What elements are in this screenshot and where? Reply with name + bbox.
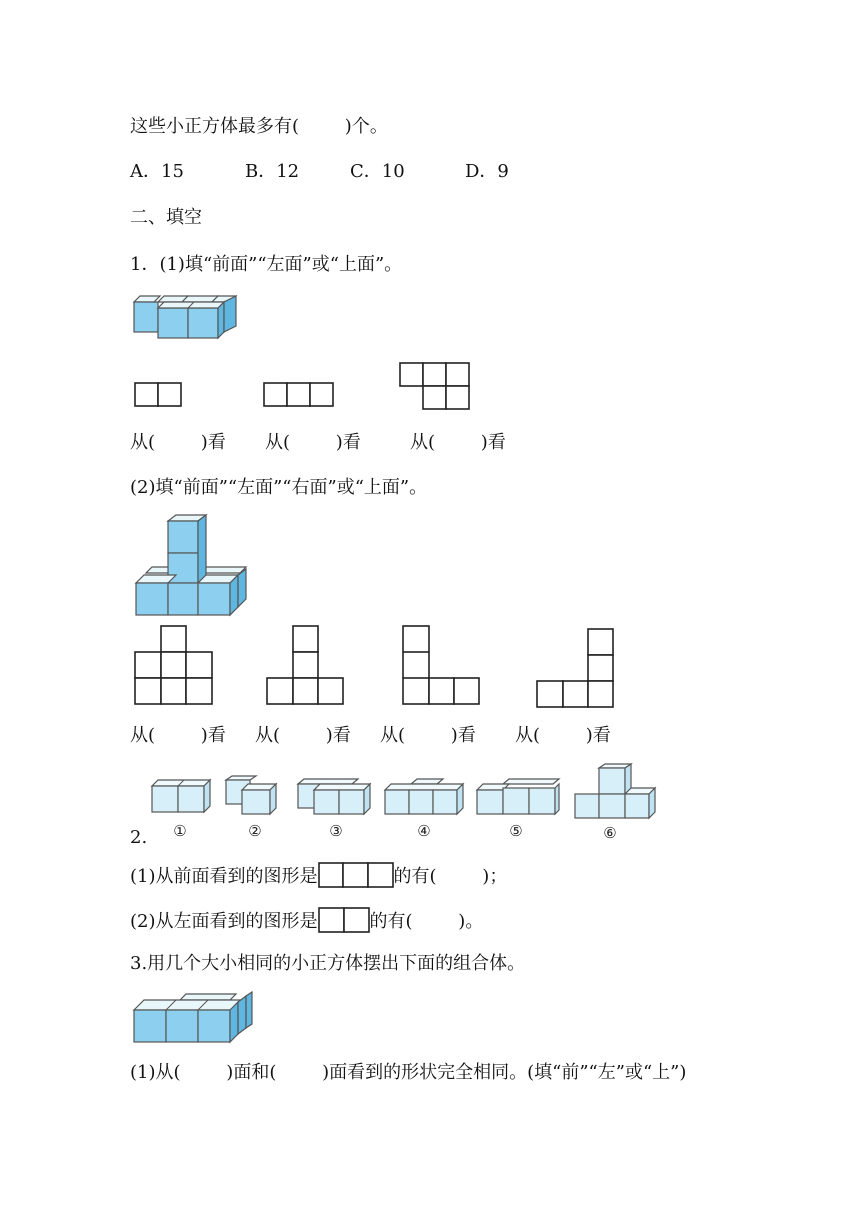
- option-d: D．9: [465, 161, 509, 182]
- q1-2-cube-figure: [132, 513, 250, 618]
- q2-figure-6: [573, 762, 657, 820]
- option-c: C．10: [350, 161, 405, 182]
- q2-figure-4: [381, 776, 465, 816]
- q2-label-2: ②: [248, 822, 262, 840]
- q2-figure-1: [148, 776, 213, 816]
- q1-2-prompt: (2)填“前面”“左面”“右面”或“上面”。: [130, 477, 428, 498]
- q1-1-view-3: [399, 362, 470, 410]
- q1-2-blank-3: 从( )看: [380, 725, 476, 746]
- q2-figure-5: [473, 776, 565, 816]
- q1-1-blank-3: 从( )看: [410, 432, 506, 453]
- q2-label-4: ④: [417, 822, 431, 840]
- q2-2-line: [130, 907, 483, 934]
- question-stem: 这些小正方体最多有( )个。: [130, 116, 388, 137]
- q2-2-shape: [318, 907, 370, 933]
- q1-1-cube-figure: [130, 290, 245, 342]
- q1-1-view-1: [134, 382, 182, 408]
- q2-label-3: ③: [329, 822, 343, 840]
- q2-2-before: (2)从左面看到的图形是: [130, 911, 318, 932]
- q2-label-1: ①: [173, 822, 187, 840]
- q1-1-blank-2: 从( )看: [265, 432, 361, 453]
- q1-2-view-3: [402, 625, 480, 705]
- option-a: A．15: [130, 161, 184, 182]
- q2-label-6: ⑥: [603, 824, 617, 842]
- q3-1: (1)从( )面和( )面看到的形状完全相同。(填“前”“左”或“上”): [130, 1062, 687, 1083]
- q2-1-shape: [318, 862, 394, 888]
- q3-cube-figure: [130, 990, 256, 1046]
- q2-1-before: (1)从前面看到的图形是: [130, 866, 318, 887]
- q1-1-view-2: [263, 382, 334, 408]
- q2-figure-3: [294, 776, 372, 816]
- q1-2-blank-1: 从( )看: [130, 725, 226, 746]
- section-title: 二、填空: [130, 207, 202, 228]
- q1-2-blank-4: 从( )看: [515, 725, 611, 746]
- q1-2-view-4: [536, 628, 614, 708]
- q2-label-5: ⑤: [509, 822, 523, 840]
- q1-2-view-1: [134, 625, 213, 705]
- q2-1-after: 的有( )；: [393, 866, 508, 887]
- q1-1-blank-1: 从( )看: [130, 432, 226, 453]
- q2-number: 2.: [130, 827, 148, 848]
- q1-2-blank-2: 从( )看: [255, 725, 351, 746]
- q2-figure-2: [222, 774, 284, 816]
- q2-1-line: [130, 862, 507, 889]
- q1-2-view-2: [266, 625, 344, 705]
- option-b: B．12: [245, 161, 300, 182]
- q2-2-after: 的有( )。: [369, 911, 484, 932]
- q3-prompt: 3.用几个大小相同的小正方体摆出下面的组合体。: [130, 953, 526, 974]
- q1-1-prompt: 1．(1)填“前面”“左面”或“上面”。: [130, 254, 403, 275]
